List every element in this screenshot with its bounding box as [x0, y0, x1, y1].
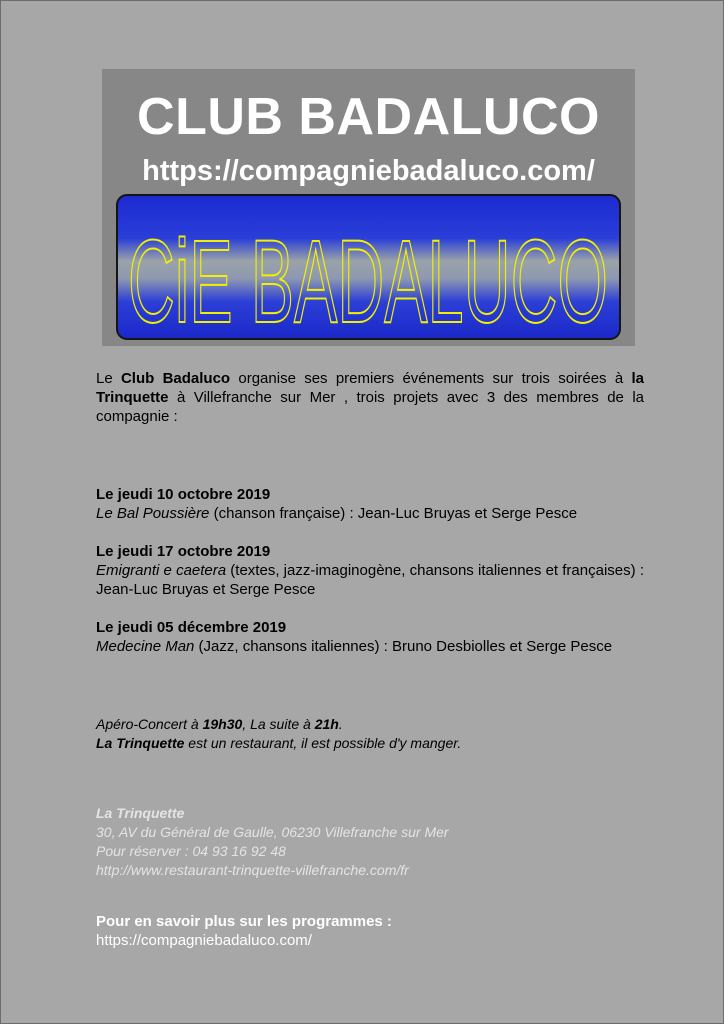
apero-times: Apéro-Concert à 19h30, La suite à 21h. [96, 716, 343, 732]
intro-paragraph: Le Club Badaluco organise ses premiers événements sur trois soirées à la Trinquette à Villefranche sur Mer , trois projets avec 3 des membres de la compagnie : [96, 370, 644, 425]
event-date: Le jeudi 10 octobre 2019 [96, 486, 271, 503]
intro-club-name: Club Badaluco [120, 370, 231, 387]
club-url[interactable]: https://compagniebadaluco.com/ [142, 155, 595, 187]
event-name: Medecine Man [96, 638, 195, 655]
event-item [96, 542, 644, 599]
event-description: Medecine Man (Jazz, chansons italiennes) : Bruno Desbiolles et Serge Pesce [96, 638, 613, 655]
event-description: Le Bal Poussière (chanson française) : Jean-Luc Bruyas et Serge Pesce [96, 505, 578, 522]
venue-street: 30, AV du Général de Gaulle, 06230 Villefranche sur Mer [96, 824, 449, 840]
cie-badaluco-logo [116, 194, 621, 340]
event-name: Le Bal Poussière [96, 505, 210, 522]
venue-website[interactable]: http://www.restaurant-trinquette-villefranche.com/fr [96, 862, 409, 878]
more-info [96, 912, 644, 950]
more-info-url[interactable]: https://compagniebadaluco.com/ [96, 932, 312, 949]
venue-name: La Trinquette [96, 805, 185, 821]
event-name: Emigranti e caetera [96, 562, 227, 579]
event-item [96, 618, 644, 656]
apero-restaurant-note: La Trinquette est un restaurant, il est possible d'y manger. [96, 735, 462, 751]
intro-venue-name: la Trinquette [96, 370, 644, 406]
venue-phone: Pour réserver : 04 93 16 92 48 [96, 843, 286, 859]
club-title: CLUB BADALUCO [137, 88, 600, 146]
event-description: Emigranti e caetera (textes, jazz-imaginogène, chansons italiennes et françaises) : Jean-Luc Bruyas et Serge Pesce [96, 562, 644, 598]
event-item [96, 485, 644, 523]
logo-text: CiE BADALUCO [128, 216, 608, 340]
header-banner [102, 69, 635, 346]
venue-address-block [96, 804, 644, 880]
event-date: Le jeudi 17 octobre 2019 [96, 543, 271, 560]
apero-info [96, 715, 644, 753]
more-info-title: Pour en savoir plus sur les programmes : [96, 913, 392, 930]
event-date: Le jeudi 05 décembre 2019 [96, 619, 287, 636]
events-list [96, 485, 644, 675]
